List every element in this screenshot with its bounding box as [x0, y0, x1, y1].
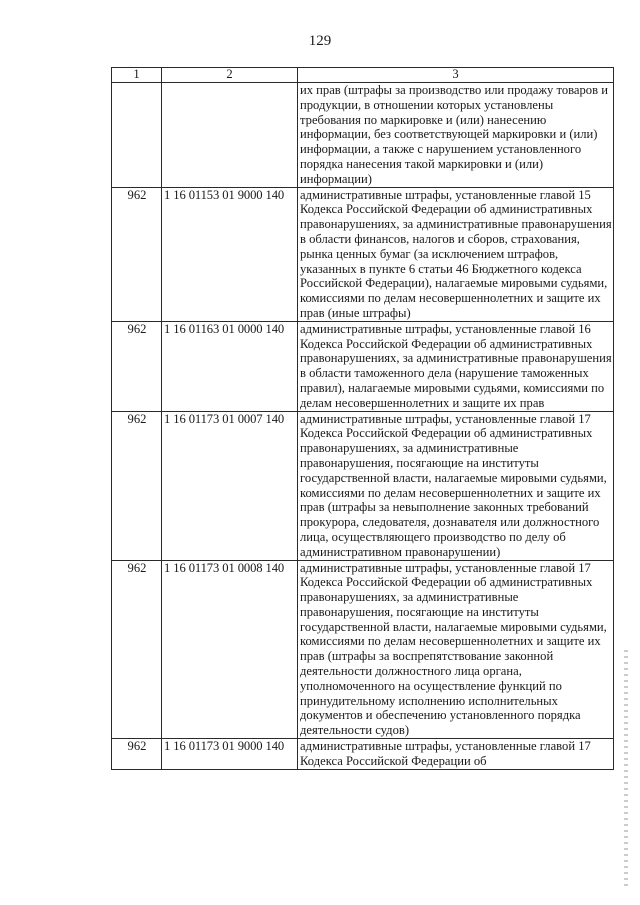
table-row [112, 739, 614, 770]
admin-code-cell: 962 [112, 411, 162, 560]
column-header-1: 1 [112, 68, 162, 83]
description-cell: административные штрафы, установленные главой 17 Кодекса Российской Федерации об административных правонарушениях, за административные правонарушения, посягающие на институты государственной власти, налагаемые мировыми судьями, комиссиями по делам несовершеннолетних и защите их прав (штрафы за воспрепятствование законной деятельности должностного лица органа, уполномоченного на осуществление функций по принудительному исполнению исполнительных документов и обеспечению установленного порядка деятельности судов) [298, 560, 614, 739]
description-cell: их прав (штрафы за производство или продажу товаров и продукции, в отношении которых установлены требования по маркировке и (или) нанесению информации, без соответствующей маркировки и (или) информации, а также с нарушением установленного порядка нанесения такой маркировки и (или) информации) [298, 83, 614, 188]
budget-code-cell: 1 16 01173 01 0007 140 [162, 411, 298, 560]
description-cell: административные штрафы, установленные главой 17 Кодекса Российской Федерации об [298, 739, 614, 770]
admin-code-cell: 962 [112, 739, 162, 770]
column-header-2: 2 [162, 68, 298, 83]
table-row [112, 187, 614, 321]
page-number: 129 [308, 33, 332, 49]
table-row [112, 560, 614, 739]
budget-code-cell: 1 16 01173 01 9000 140 [162, 739, 298, 770]
budget-code-cell: 1 16 01153 01 9000 140 [162, 187, 298, 321]
admin-code-cell [112, 83, 162, 188]
table-row [112, 83, 614, 188]
budget-code-cell [162, 83, 298, 188]
admin-code-cell: 962 [112, 321, 162, 411]
admin-code-cell: 962 [112, 560, 162, 739]
description-cell: административные штрафы, установленные главой 15 Кодекса Российской Федерации об административных правонарушениях, за административные правонарушения в области финансов, налогов и сборов, страхования, рынка ценных бумаг (за исключением штрафов, указанных в пункте 6 статьи 46 Бюджетного кодекса Российской Федерации), налагаемые мировыми судьями, комиссиями по делам несовершеннолетних и защите их прав (иные штрафы) [298, 187, 614, 321]
budget-code-cell: 1 16 01173 01 0008 140 [162, 560, 298, 739]
document-table [111, 67, 614, 770]
table-row [112, 321, 614, 411]
description-cell: административные штрафы, установленные главой 16 Кодекса Российской Федерации об административных правонарушениях, за административные правонарушения в области таможенного дела (нарушение таможенных правил), налагаемые мировыми судьями, комиссиями по делам несовершеннолетних и защите их прав [298, 321, 614, 411]
budget-code-cell: 1 16 01163 01 0000 140 [162, 321, 298, 411]
admin-code-cell: 962 [112, 187, 162, 321]
table-header-row [112, 68, 614, 83]
table-row [112, 411, 614, 560]
scan-edge-mark [624, 650, 628, 890]
column-header-3: 3 [298, 68, 614, 83]
description-cell: административные штрафы, установленные главой 17 Кодекса Российской Федерации об административных правонарушениях, за административные правонарушения, посягающие на институты государственной власти, налагаемые мировыми судьями, комиссиями по делам несовершеннолетних и защите их прав (штрафы за невыполнение законных требований прокурора, следователя, дознавателя или должностного лица, осуществляющего производство по делу об административном правонарушении) [298, 411, 614, 560]
